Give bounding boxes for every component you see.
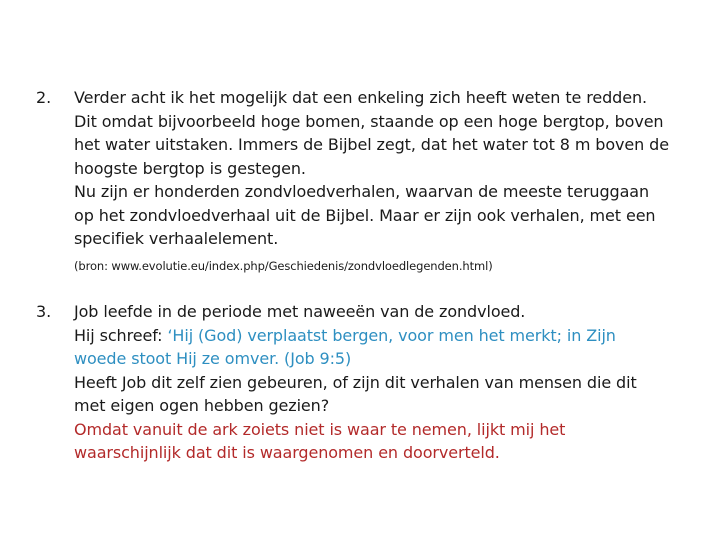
bible-quote: woede stoot Hij ze omver. (Job 9:5) bbox=[74, 349, 352, 368]
text-line: het water uitstaken. Immers de Bijbel zegt, dat het water tot 8 m boven de bbox=[74, 135, 669, 154]
item-number: 3. bbox=[36, 302, 52, 321]
source-citation: (bron: www.evolutie.eu/index.php/Geschiedenis/zondvloedlegenden.html) bbox=[74, 258, 493, 273]
item-number: 2. bbox=[36, 88, 52, 107]
text-line bbox=[74, 324, 696, 348]
text-line: Job leefde in de periode met naweeën van de zondvloed. bbox=[74, 302, 526, 321]
list-item-3 bbox=[36, 300, 696, 465]
text-line: Verder acht ik het mogelijk dat een enkeling zich heeft weten te redden. bbox=[74, 88, 647, 107]
text-line: met eigen ogen hebben gezien? bbox=[74, 396, 330, 415]
quote-intro: Hij schreef: bbox=[74, 325, 168, 345]
item-body bbox=[74, 86, 696, 274]
conclusion-text: waarschijnlijk dat dit is waargenomen en doorverteld. bbox=[74, 443, 500, 462]
item-body bbox=[74, 300, 696, 465]
conclusion-text: Omdat vanuit de ark zoiets niet is waar te nemen, lijkt mij het bbox=[74, 419, 566, 439]
list-item-2 bbox=[36, 86, 696, 274]
bible-quote: ‘Hij (God) verplaatst bergen, voor men het merkt; in Zijn bbox=[167, 325, 616, 345]
text-line: Heeft Job dit zelf zien gebeuren, of zijn dit verhalen van mensen die dit bbox=[74, 372, 637, 392]
text-line: specifiek verhaalelement. bbox=[74, 229, 279, 248]
text-line: Nu zijn er honderden zondvloedverhalen, waarvan de meeste teruggaan bbox=[74, 182, 650, 201]
text-line: op het zondvloedverhaal uit de Bijbel. Maar er zijn ook verhalen, met een bbox=[74, 205, 656, 225]
text-line: Dit omdat bijvoorbeeld hoge bomen, staande op een hoge bergtop, boven bbox=[74, 111, 664, 131]
text-line: hoogste bergtop is gestegen. bbox=[74, 158, 306, 178]
